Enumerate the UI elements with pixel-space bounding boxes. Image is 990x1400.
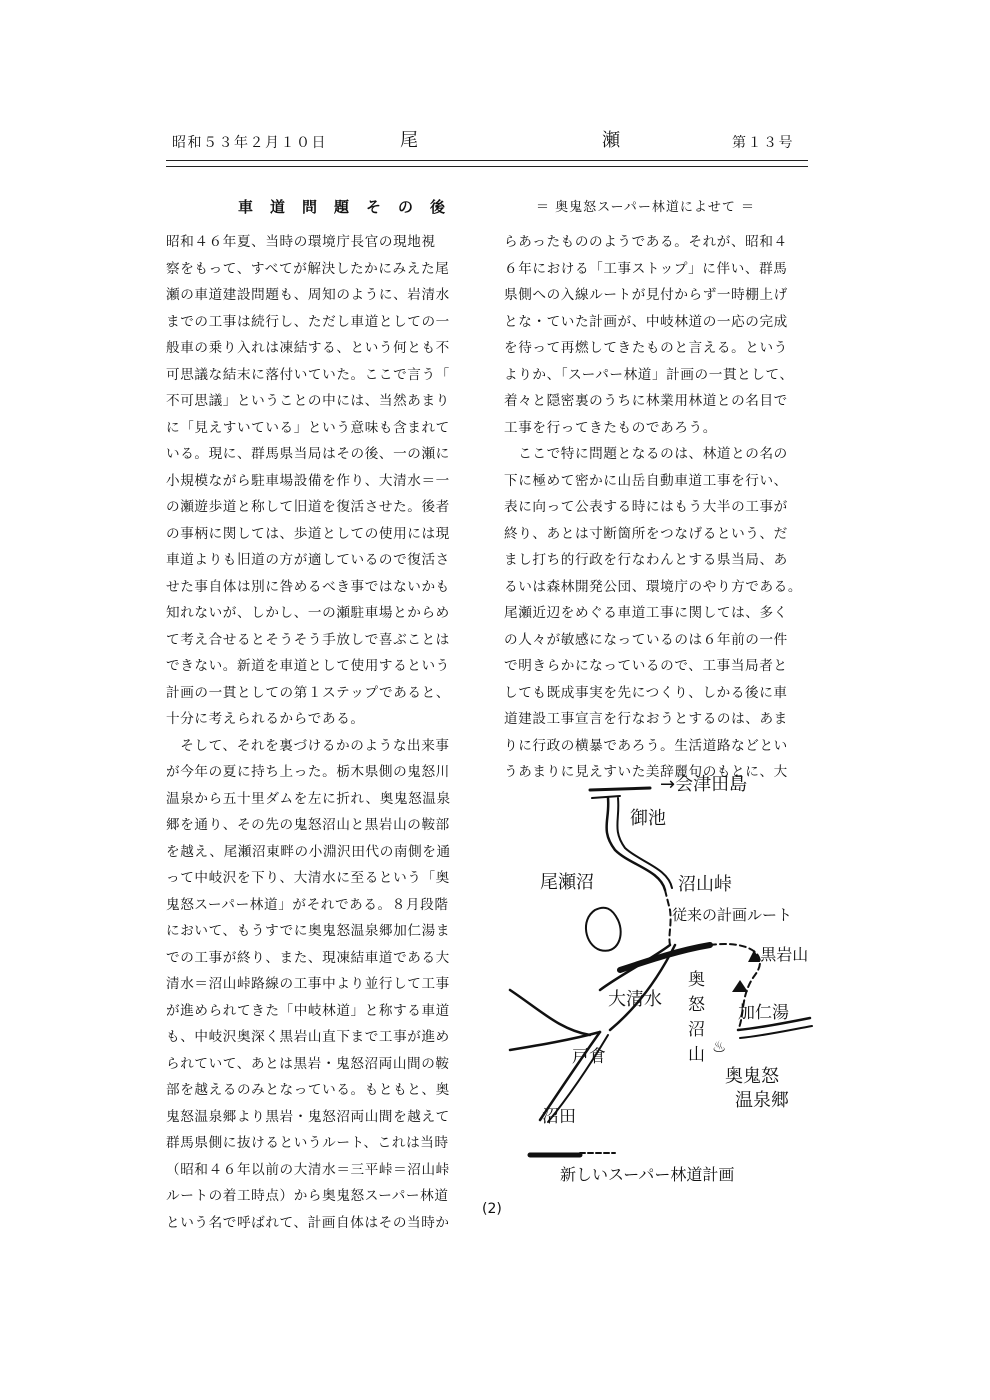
article-line: が進められてきた「中岐林道」と称する車道 (166, 1002, 450, 1019)
article-line: ここで特に問題となるのは、林道との名の (504, 446, 788, 462)
ozenuma-lake (586, 908, 621, 951)
map-label-okukinu: 奥鬼怒 (725, 1066, 779, 1087)
article-line: 下に極めて密かに山岳自動車道工事を行い、 (504, 472, 788, 489)
map-label-numata: 沼田 (542, 1107, 576, 1127)
article-line: を越え、尾瀬沼東畔の小淵沢田代の南側を通 (166, 843, 451, 860)
article-line: 十分に考えられるからである。 (166, 711, 365, 727)
article-line: ルートの着工時点）から奥鬼怒スーパー林道 (166, 1188, 449, 1204)
article-line: （昭和４６年以前の大清水＝三平峠＝沼山峠 (166, 1161, 450, 1178)
article-line: 郷を通り、その先の鬼怒沼山と黒岩山の鞍部 (166, 817, 450, 833)
article-line: を待って再燃してきたものと言える。という (504, 340, 788, 356)
map-label-okuchi-4: 山 (688, 1045, 705, 1065)
article-line: よりか、「スーパー林道」計画の一貫として、 (504, 366, 794, 383)
map-label-oshimizu: 大清水 (608, 989, 662, 1010)
article-line: 着々と隠密裏のうちに林業用林道との名目で (504, 393, 788, 409)
issue-number: 第１３号 (732, 135, 794, 151)
article-line: しても既成事実を先につくり、しかる後に車 (504, 684, 788, 701)
map-label-okuchi-1: 奥 (688, 970, 705, 990)
title-char-2: 瀬 (602, 130, 620, 151)
article-line: て考え合せるとそうそう手放しで喜ぶことは (166, 631, 450, 648)
page-number: (2) (482, 1201, 502, 1217)
article-line: 工事を行ってきたものであろう。 (504, 419, 717, 436)
map-label-onsen: 温泉郷 (735, 1090, 789, 1111)
article-line: 知れないが、しかし、一の瀬駐車場とからめ (166, 605, 450, 621)
article-line: 温泉から五十里ダムを左に折れ、奥鬼怒温泉 (166, 790, 451, 807)
map-label-juurai: 従来の計画ルート (672, 906, 793, 924)
article-line: 不可思議」ということの中には、当然あまり (166, 393, 450, 409)
article-line: 察をもって、すべてが解決したかにみえた尾 (166, 260, 450, 277)
article-line: るいは森林開発公団、環境庁のやり方である。 (504, 578, 803, 595)
article-line: いる。現に、群馬県当局はその後、一の瀬に (166, 446, 450, 462)
map-label-kaniyu: 加仁湯 (738, 1003, 789, 1023)
old-route (665, 890, 671, 945)
article-line: できない。新道を車道として使用するという (166, 658, 450, 674)
article-line: 県側への入線ルートが見付からず一時棚上げ (504, 287, 788, 303)
map-legend-label: 新しいスーパー林道計画 (560, 1165, 735, 1184)
article-line: の瀬遊歩道と称して旧道を復活させた。後者 (166, 499, 450, 515)
article-line: 般車の乗り入れは凍結する、という何とも不 (166, 340, 450, 356)
article-line: において、もうすでに奥鬼怒温泉郷加仁湯ま (166, 923, 451, 939)
peak-icon (732, 980, 748, 992)
map-label-okuchi-3: 沼 (688, 1020, 705, 1040)
article-line: りに行政の横暴であろう。生活道路などとい (504, 737, 788, 754)
article-headline: 車道問題その後 (238, 198, 463, 216)
road-west-1 (510, 990, 590, 1035)
hotspring-icon: ♨ (712, 1037, 727, 1056)
article-line: 小規模ながら駐車場設備を作り、大清水＝一 (166, 472, 450, 489)
article-line: まし打ち的行政を行なわんとする県当局、あ (504, 552, 788, 568)
header-rule (166, 160, 808, 161)
article-line: せた事自体は別に咎めるべき事ではないかも (166, 578, 450, 595)
article-column-right (504, 229, 816, 786)
article-line: 表に向って公表する時にはもう大半の工事が (504, 499, 788, 515)
article-line: 尾瀬近辺をめぐる車道工事に関しては、多く (504, 605, 788, 621)
article-line: 部を越えるのみとなっている。もともと、奥 (166, 1082, 450, 1098)
article-subheadline: ＝ 奥鬼怒スーパー林道によせて ＝ (536, 200, 755, 215)
article-line: 計画の一貫としての第１ステップであると、 (166, 684, 451, 701)
newsletter-title (400, 126, 620, 152)
article-line: 可思議な結末に落付いていた。ここで言う「 (166, 366, 450, 383)
article-line: が今年の夏に持ち上った。栃木県側の鬼怒川 (166, 764, 450, 780)
article-line: 群馬県側に抜けるというルート、これは当時 (166, 1135, 449, 1151)
map-label-okuchi-2: 怒 (688, 995, 705, 1015)
article-line: の人々が敏感になっているのは６年前の一件 (504, 631, 788, 648)
article-line: 清水＝沼山峠路線の工事中より並行して工事 (166, 976, 450, 992)
article-line: での工事が終り、また、現凍結車道である大 (166, 949, 450, 966)
header-rule-double (166, 166, 808, 167)
map-label-miike: 御池 (630, 808, 666, 829)
map-label-ozenuma: 尾瀬沼 (540, 872, 594, 893)
article-line: ６年における「工事ストップ」に伴い、群馬 (504, 260, 788, 277)
article-line: も、中岐沢奥深く黒岩山直下まで工事が進め (166, 1029, 450, 1045)
map-label-kuroiwa: ▲黒岩山 (748, 945, 809, 964)
article-line: 鬼怒スーパー林道」がそれである。８月段階 (166, 896, 449, 913)
article-line: られていて、あとは黒岩・鬼怒沼両山間の鞍 (166, 1055, 450, 1072)
article-line: 昭和４６年夏、当時の環境庁長官の現地視 (166, 234, 436, 250)
article-line: で明きらかになっているので、工事当局者と (504, 658, 788, 674)
map-label-tokura: 戸倉 (572, 1047, 606, 1067)
issue-date: 昭和５３年２月１０日 (172, 135, 327, 151)
map-label-numayama: 沼山峠 (678, 874, 732, 895)
article-line: 瀬の車道建設問題も、周知のように、岩清水 (166, 287, 450, 303)
article-line: という名で呼ばれて、計画自体はその当時か (166, 1214, 450, 1231)
title-char-1: 尾 (400, 130, 418, 151)
article-line: の事柄に関しては、歩道としての使用には現 (166, 525, 450, 542)
road-aizu-inner (592, 796, 620, 798)
map-label-aizu: →会津田島 (660, 774, 748, 795)
article-line: 道建設工事宣言を行なおうとするのは、あま (504, 711, 788, 727)
article-line: に「見えすいている」という意味も含まれて (166, 419, 450, 436)
article-line: 車道よりも旧道の方が適しているので復活さ (166, 552, 450, 568)
article-line: うあまりに見えすいた美辞麗句のもとに、大 (504, 764, 788, 780)
road-aizu (590, 788, 650, 790)
article-line: 鬼怒温泉郷より黒岩・鬼怒沼両山間を越えて (166, 1108, 450, 1125)
article-line: までの工事は続行し、ただし車道としての一 (166, 313, 450, 330)
article-line: とな・ていた計画が、中岐林道の一応の完成 (504, 313, 788, 330)
article-line: そして、それを裏づけるかのような出来事 (166, 737, 450, 754)
article-column-left (166, 229, 486, 1236)
article-line: って中岐沢を下り、大清水に至るという「奥 (166, 870, 450, 886)
route-map (500, 760, 820, 1190)
article-line: 終り、あとは寸断箇所をつなげるという、だ (504, 525, 788, 542)
article-line: らあったもののようである。それが、昭和４ (504, 234, 788, 250)
